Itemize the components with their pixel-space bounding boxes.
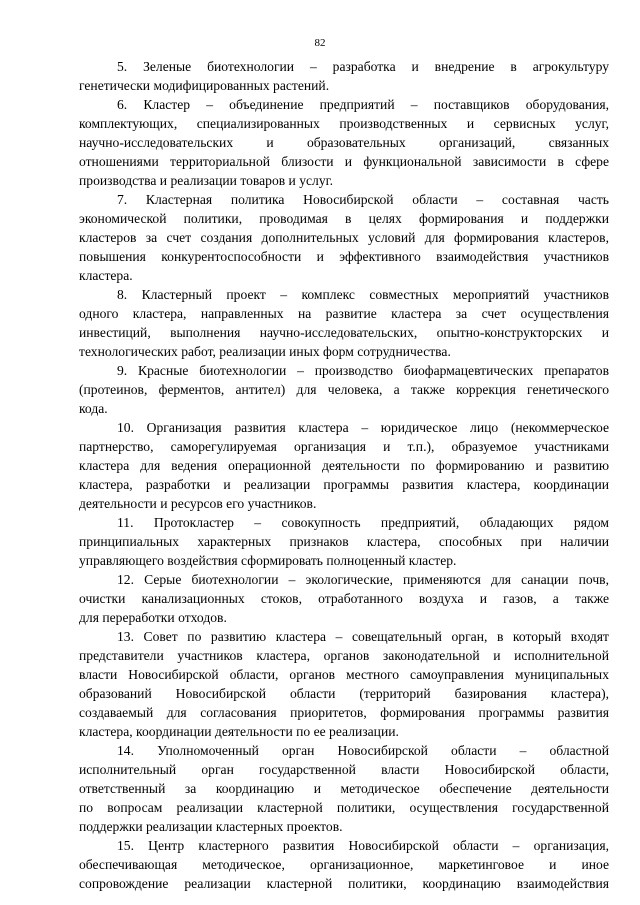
page-number: 82 xyxy=(314,37,326,49)
text-line: 15. Центр кластерного развития Новосибирской области – организация, xyxy=(117,838,609,853)
text-line: партнерство, саморегулируемая организация и т.п.), образуемое участниками xyxy=(79,439,609,454)
text-line: кластера для ведения операционной деятельности по формированию и развитию xyxy=(79,458,609,473)
definition-item xyxy=(79,95,609,190)
text-line: очистки канализационных стоков, отработанного воздуха и газов, а также xyxy=(79,591,609,606)
definition-item xyxy=(79,627,609,741)
text-line: принципиальных характерных признаков кластера, способных при наличии xyxy=(79,534,609,549)
text-line: 5. Зеленые биотехнологии – разработка и внедрение в агрокультуру xyxy=(117,59,609,74)
text-line: исполнительный орган государственной власти Новосибирской области, xyxy=(79,762,609,777)
text-line: поддержки реализации кластерных проектов. xyxy=(79,819,343,834)
definition-item xyxy=(79,361,609,418)
text-line: отношениями территориальной близости и функциональной зависимости в сфере xyxy=(79,154,609,169)
text-line: 10. Организация развития кластера – юридическое лицо (некоммерческое xyxy=(117,420,609,435)
text-line: одного кластера, направленных на развитие кластера за счет осуществления xyxy=(79,306,609,321)
text-line: (протеинов, ферментов, антител) для человека, а также коррекция генетического xyxy=(79,382,609,397)
text-line: кластеров за счет создания дополнительных условий для формирования кластеров, xyxy=(79,230,609,245)
text-line: 8. Кластерный проект – комплекс совместных мероприятий участников xyxy=(117,287,609,302)
text-line: генетически модифицированных растений. xyxy=(79,78,330,93)
text-line: обеспечивающая методическое, организационное, маркетинговое и иное xyxy=(79,857,609,872)
text-line: управляющего воздействия сформировать полноценный кластер. xyxy=(79,553,457,568)
text-line: кода. xyxy=(79,401,108,416)
text-line: сопровождение реализации кластерной политики, координацию взаимодействия xyxy=(79,876,609,891)
definition-item xyxy=(79,570,609,627)
definition-item xyxy=(79,57,609,95)
document-body xyxy=(79,57,609,893)
text-line: 13. Совет по развитию кластера – совещательный орган, в который входят xyxy=(117,629,609,644)
text-line: представители участников кластера, органов законодательной и исполнительной xyxy=(79,648,609,663)
text-line: по вопросам реализации кластерной политики, осуществления государственной xyxy=(79,800,609,815)
text-line: 11. Протокластер – совокупность предприятий, обладающих рядом xyxy=(117,515,609,530)
text-line: повышения конкурентоспособности и эффективного взаимодействия участников xyxy=(79,249,609,264)
text-line: образований Новосибирской области (территорий базирования кластера), xyxy=(79,686,609,701)
definition-item xyxy=(79,418,609,513)
text-line: кластера, координации деятельности по ее реализации. xyxy=(79,724,399,739)
definition-item xyxy=(79,741,609,836)
text-line: экономической политики, проводимая в целях формирования и поддержки xyxy=(79,211,609,226)
text-line: деятельности и ресурсов его участников. xyxy=(79,496,317,511)
definition-item xyxy=(79,836,609,893)
text-line: 9. Красные биотехнологии – производство биофармацевтических препаратов xyxy=(117,363,609,378)
text-line: научно-исследовательских и образовательных организаций, связанных xyxy=(79,135,609,150)
text-line: технологических работ, реализации иных форм сотрудничества. xyxy=(79,344,451,359)
text-line: 6. Кластер – объединение предприятий – поставщиков оборудования, xyxy=(117,97,609,112)
text-line: кластера, разработки и реализации программы развития кластера, координации xyxy=(79,477,609,492)
text-line: ответственный за координацию и методическое обеспечение деятельности xyxy=(79,781,609,796)
text-line: власти Новосибирской области, органов местного самоуправления муниципальных xyxy=(79,667,609,682)
text-line: 12. Серые биотехнологии – экологические, применяются для санации почв, xyxy=(117,572,609,587)
text-line: комплектующих, специализированных производственных и сервисных услуг, xyxy=(79,116,609,131)
text-line: инвестиций, выполнения научно-исследовательских, опытно-конструкторских и xyxy=(79,325,609,340)
definition-item xyxy=(79,513,609,570)
text-line: кластера. xyxy=(79,268,133,283)
definition-item xyxy=(79,190,609,285)
text-line: создаваемый для согласования приоритетов, формирования программы развития xyxy=(79,705,609,720)
definition-item xyxy=(79,285,609,361)
text-line: для переработки отходов. xyxy=(79,610,227,625)
text-line: 7. Кластерная политика Новосибирской области – составная часть xyxy=(117,192,609,207)
text-line: производства и реализации товаров и услуг. xyxy=(79,173,334,188)
text-line: 14. Уполномоченный орган Новосибирской области – областной xyxy=(117,743,609,758)
